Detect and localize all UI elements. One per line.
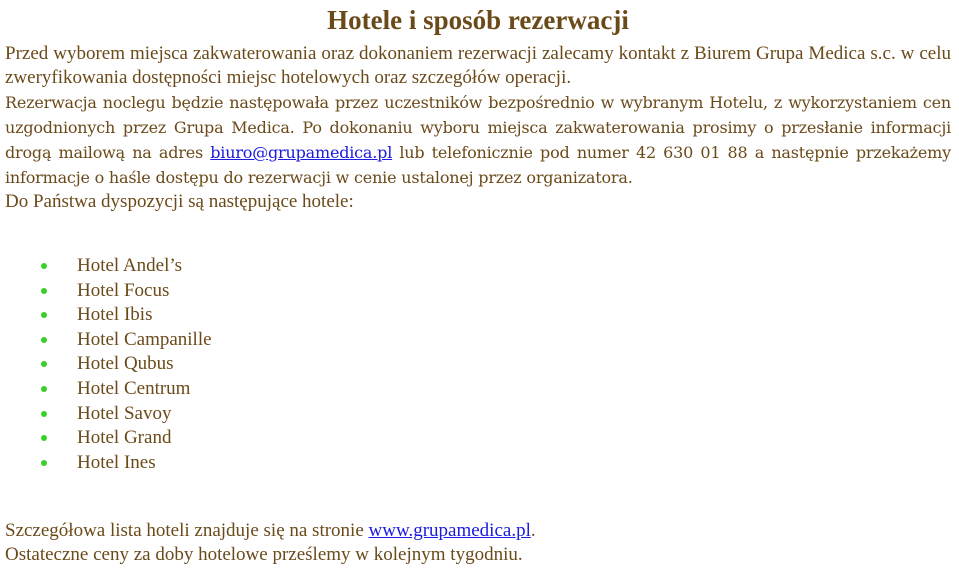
footer-notes bbox=[5, 519, 536, 567]
list-item bbox=[5, 352, 212, 377]
bullet-icon bbox=[41, 361, 47, 367]
hotel-name: Hotel Focus bbox=[77, 279, 170, 301]
website-text-before-link: Szczegółowa lista hoteli znajduje się na stronie bbox=[5, 520, 369, 541]
document-page bbox=[5, 0, 951, 214]
reservation-text-after-email: lub telefonicznie pod numer 42 630 01 88 a następnie przekażemy informacje o haśle dostępu do rezerwacji w cenie ustalonej przez organizatora. bbox=[5, 143, 951, 187]
hotel-name: Hotel Qubus bbox=[77, 353, 174, 375]
list-item bbox=[5, 402, 212, 427]
list-item bbox=[5, 328, 212, 353]
hotels-intro-text: Do Państwa dyspozycji są następujące hotele: bbox=[5, 191, 354, 212]
bullet-icon bbox=[41, 288, 47, 294]
hotel-list bbox=[5, 254, 212, 475]
hotel-name: Hotel Campanille bbox=[77, 328, 212, 350]
hotel-name: Hotel Grand bbox=[77, 427, 172, 449]
list-item bbox=[5, 303, 212, 328]
website-link[interactable]: www.grupamedica.pl bbox=[368, 520, 531, 541]
bullet-icon bbox=[41, 337, 47, 343]
page-title: Hotele i sposób rezerwacji bbox=[327, 5, 629, 35]
footer-line-website bbox=[5, 519, 536, 543]
bullet-icon bbox=[41, 411, 47, 417]
list-item bbox=[5, 426, 212, 451]
intro-paragraph-contact: Przed wyborem miejsca zakwaterowania oraz dokonaniem rezerwacji zalecamy kontakt z Biurem Grupa Medica s.c. w celu zweryfikowania dostępności miejsc hotelowych oraz szczegółów operacji. bbox=[5, 43, 951, 88]
bullet-icon bbox=[41, 263, 47, 269]
footer-line-prices: Ostateczne ceny za doby hotelowe prześlemy w kolejnym tygodniu. bbox=[5, 544, 523, 565]
hotel-name: Hotel Ibis bbox=[77, 304, 153, 326]
bullet-icon bbox=[41, 460, 47, 466]
bullet-icon bbox=[41, 435, 47, 441]
list-item bbox=[5, 377, 212, 402]
email-link[interactable]: biuro@grupamedica.pl bbox=[210, 143, 393, 162]
hotel-name: Hotel Centrum bbox=[77, 377, 191, 399]
list-item bbox=[5, 254, 212, 279]
hotel-name: Hotel Ines bbox=[77, 451, 156, 473]
list-item bbox=[5, 279, 212, 304]
hotel-name: Hotel Andel’s bbox=[77, 255, 183, 276]
bullet-icon bbox=[41, 386, 47, 392]
list-item bbox=[5, 451, 212, 476]
reservation-text-before-email: Rezerwacja noclegu będzie następowała przez uczestników bezpośrednio w wybranym Hotelu, z wykorzystaniem cen uzgodnionych przez Grupa Medica. Po dokonaniu wyboru miejsca zakwaterowania prosimy o przesłanie informacji drogą mailową na adres bbox=[5, 93, 951, 162]
hotel-name: Hotel Savoy bbox=[77, 402, 172, 424]
intro-paragraph-reservation bbox=[5, 90, 951, 190]
bullet-icon bbox=[41, 312, 47, 318]
website-text-after-link: . bbox=[530, 520, 536, 541]
